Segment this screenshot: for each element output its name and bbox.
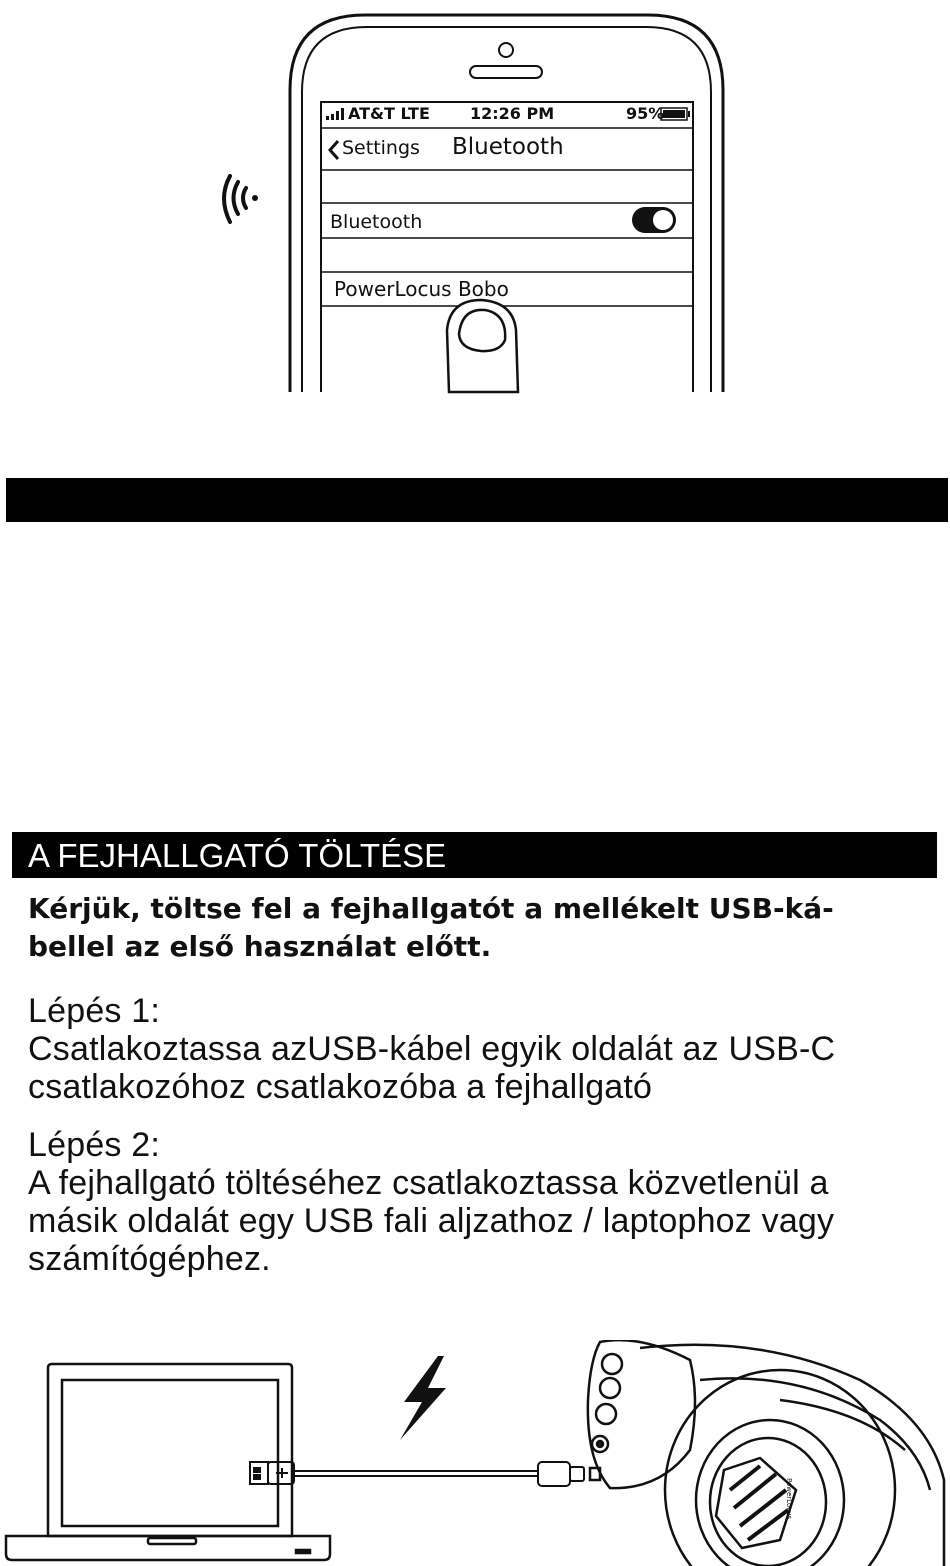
speaker-slot [470, 66, 542, 78]
camera-icon [499, 43, 513, 57]
battery-icon [661, 108, 690, 120]
usb-c-plug-icon [538, 1462, 584, 1486]
black-band [6, 478, 948, 522]
step2-body: A fejhallgató töltéséhez csatlakoztassa közvetlenül a másik oldalát egy USB fali aljzathoz / laptophoz vagy számítógéphez. [28, 1164, 835, 1278]
phone-illustration [0, 0, 950, 400]
wireless-signal-icon [224, 176, 258, 222]
step1-title: Lépés 1: [28, 992, 161, 1030]
step1-body: Csatlakoztassa azUSB-kábel egyik oldalát az USB-C csatlakozóhoz csatlakozóba a fejhallgató [28, 1030, 836, 1106]
usb-plug-icon [250, 1462, 294, 1484]
headphones-icon [588, 1340, 944, 1566]
finger-icon [447, 300, 518, 392]
section-heading: A FEJHALLGATÓ TÖLTÉSE [12, 832, 937, 878]
back-button[interactable]: Settings [342, 137, 420, 159]
intro-text: Kérjük, töltse fel a fejhallgatót a mellékelt USB-ká- bellel az első használat előtt. [28, 892, 834, 963]
device-list-item[interactable]: PowerLocus Bobo [334, 277, 509, 301]
step2-title: Lépés 2: [28, 1126, 161, 1164]
signal-icon [326, 108, 344, 120]
status-carrier: AT&T LTE [348, 104, 430, 123]
usb-cable [294, 1471, 538, 1476]
charging-illustration [0, 1340, 950, 1566]
headphone-brand-label: PowerLocus [785, 1478, 793, 1520]
nav-title: Bluetooth [452, 134, 564, 160]
status-battery: 95% [626, 104, 665, 123]
lightning-icon [400, 1356, 446, 1440]
bluetooth-toggle[interactable] [632, 207, 676, 233]
bluetooth-row-label: Bluetooth [330, 211, 423, 233]
status-time: 12:26 PM [470, 104, 555, 123]
